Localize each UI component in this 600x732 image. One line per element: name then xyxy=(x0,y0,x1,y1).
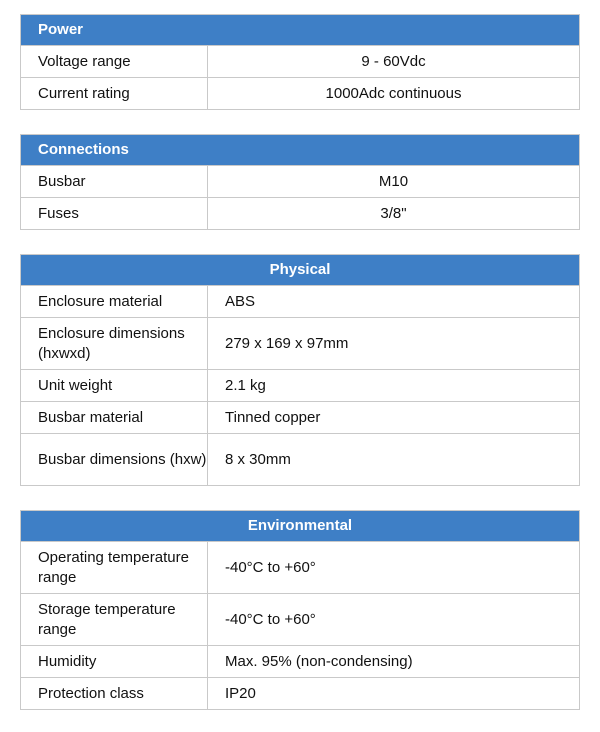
row-label: Operating temperature range xyxy=(21,542,208,593)
table-row xyxy=(21,369,579,401)
row-value: Tinned copper xyxy=(225,408,321,426)
physical-header: Physical xyxy=(21,255,579,285)
row-value: 8 x 30mm xyxy=(225,450,291,468)
row-label: Voltage range xyxy=(21,46,208,77)
row-value: 279 x 169 x 97mm xyxy=(225,334,349,352)
row-label: Fuses xyxy=(21,198,208,229)
environmental-header: Environmental xyxy=(21,511,579,541)
row-value: 1000Adc continuous xyxy=(325,84,462,102)
table-row xyxy=(21,677,579,709)
table-row xyxy=(21,45,579,77)
row-value: -40°C to +60° xyxy=(225,610,316,628)
table-row xyxy=(21,77,579,109)
table-row xyxy=(21,165,579,197)
row-label: Busbar xyxy=(21,166,208,197)
row-value: ABS xyxy=(225,292,256,310)
row-label: Protection class xyxy=(21,678,208,709)
table-row xyxy=(21,645,579,677)
row-label: Unit weight xyxy=(21,370,208,401)
table-row xyxy=(21,401,579,433)
table-row xyxy=(21,317,579,369)
row-label: Storage temperature range xyxy=(21,594,208,645)
table-row xyxy=(21,433,579,485)
connections-table xyxy=(20,134,580,230)
table-row xyxy=(21,197,579,229)
row-label: Busbar dimensions (hxw) xyxy=(21,434,208,485)
row-value: 9 - 60Vdc xyxy=(361,52,426,70)
table-row xyxy=(21,593,579,645)
power-table xyxy=(20,14,580,110)
row-label: Busbar material xyxy=(21,402,208,433)
row-label: Humidity xyxy=(21,646,208,677)
row-label: Enclosure material xyxy=(21,286,208,317)
row-value: Max. 95% (non-condensing) xyxy=(225,652,413,670)
environmental-table xyxy=(20,510,580,710)
row-value: -40°C to +60° xyxy=(225,558,316,576)
table-row xyxy=(21,541,579,593)
row-value: IP20 xyxy=(225,684,256,702)
row-value: M10 xyxy=(378,172,409,190)
row-label: Enclosure dimensions (hxwxd) xyxy=(21,318,208,369)
physical-table xyxy=(20,254,580,486)
row-label: Current rating xyxy=(21,78,208,109)
connections-header: Connections xyxy=(21,135,579,165)
row-value: 2.1 kg xyxy=(225,376,266,394)
row-value: 3/8" xyxy=(380,204,407,222)
table-row xyxy=(21,285,579,317)
power-header: Power xyxy=(21,15,579,45)
